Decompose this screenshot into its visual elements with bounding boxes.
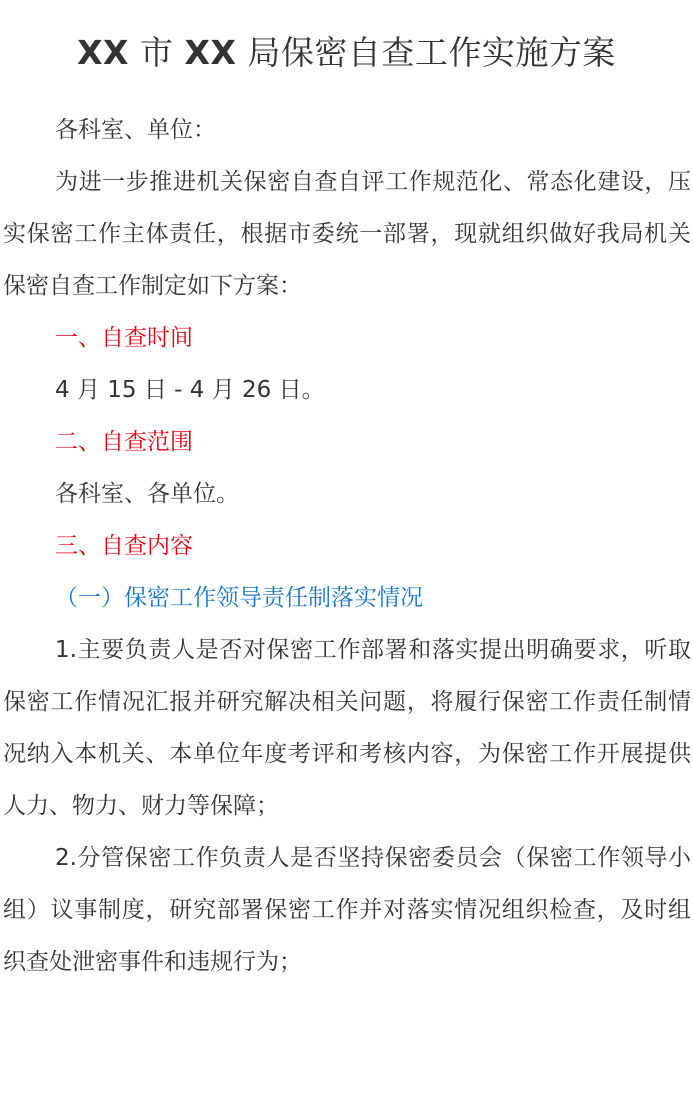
title-city-code: XX	[77, 33, 129, 72]
document-body	[3, 104, 691, 988]
list-item: 1.主要负责人是否对保密工作部署和落实提出明确要求，听取保密工作情况汇报并研究解决相关问题，将履行保密工作责任制情况纳入本机关、本单位年度考评和考核内容，为保密工作开展提供人力、物力、财力等保障；	[3, 637, 691, 819]
section-heading-content: 三、自查内容	[55, 533, 193, 559]
title-city-word: 市	[140, 33, 174, 72]
section-heading-time: 一、自查时间	[55, 325, 193, 351]
section-heading-scope: 二、自查范围	[55, 429, 193, 455]
subsection-heading: （一）保密工作领导责任制落实情况	[55, 585, 423, 611]
title-rest: 局保密自查工作实施方案	[247, 33, 616, 72]
document-title	[0, 30, 693, 76]
salutation: 各科室、单位：	[55, 117, 216, 143]
title-bureau-code: XX	[184, 33, 237, 72]
intro-paragraph: 为进一步推进机关保密自查自评工作规范化、常态化建设，压实保密工作主体责任，根据市委统一部署，现就组织做好我局机关保密自查工作制定如下方案：	[3, 169, 691, 299]
list-item: 2.分管保密工作负责人是否坚持保密委员会（保密工作领导小组）议事制度，研究部署保密工作并对落实情况组织检查，及时组织查处泄密事件和违规行为；	[3, 845, 691, 975]
section-text-time: 4 月 15 日 - 4 月 26 日。	[55, 377, 325, 403]
section-text-scope: 各科室、各单位。	[55, 481, 239, 507]
